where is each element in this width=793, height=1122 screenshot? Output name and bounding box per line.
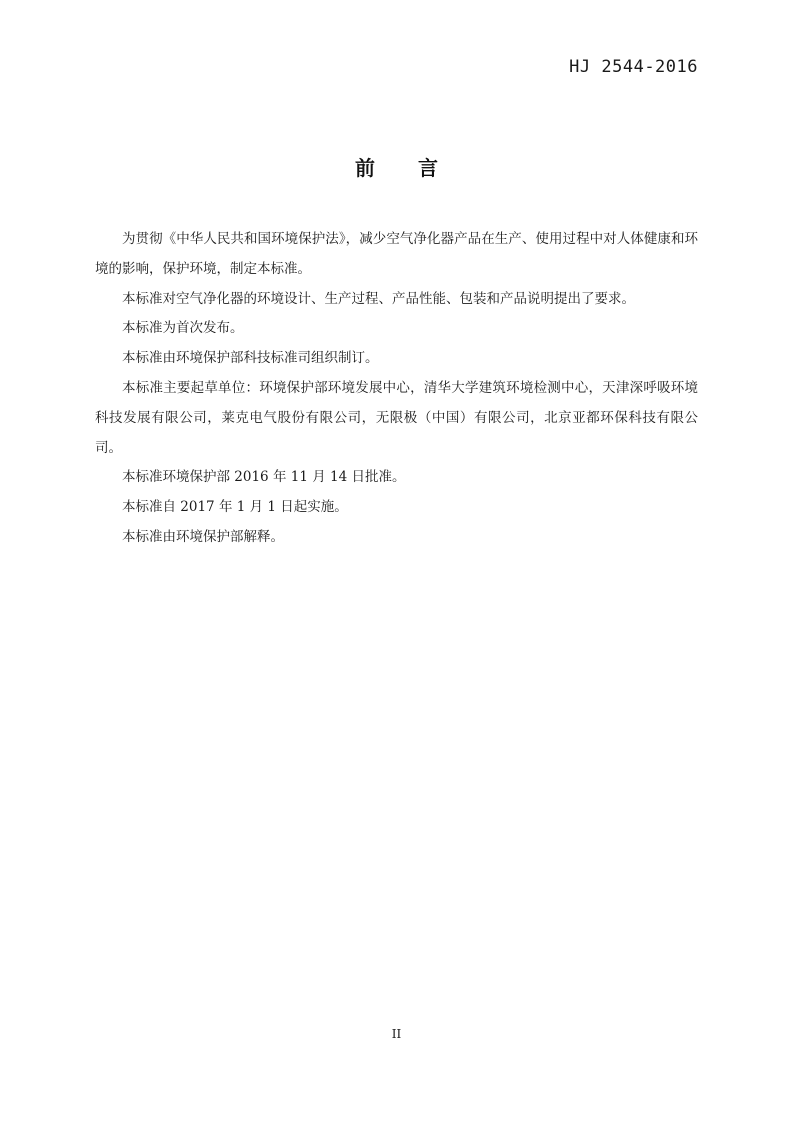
paragraph-effective-date: 本标准自 2017 年 1 月 1 日起实施。 xyxy=(122,499,348,516)
page-number: II xyxy=(391,1027,402,1041)
paragraph-purpose: 为贯彻《中华人民共和国环境保护法》，减少空气净化器产品在生产、使用过程中对人体健康和环境的影响，保护环境，制定本标准。 xyxy=(95,231,698,277)
paragraph-scope: 本标准对空气净化器的环境设计、生产过程、产品性能、包装和产品说明提出了要求。 xyxy=(122,290,635,307)
document-body xyxy=(95,225,698,553)
standard-code: HJ 2544-2016 xyxy=(569,57,698,77)
paragraph-interpretation: 本标准由环境保护部解释。 xyxy=(122,528,284,545)
page-title: 前 言 xyxy=(355,156,456,180)
paragraph-drafting-units: 本标准主要起草单位：环境保护部环境发展中心，清华大学建筑环境检测中心，天津深呼吸环境科技发展有限公司，莱克电气股份有限公司，无限极（中国）有限公司，北京亚都环保科技有限公司。 xyxy=(95,379,698,456)
paragraph-organizer: 本标准由环境保护部科技标准司组织制订。 xyxy=(122,350,379,367)
paragraph-first-release: 本标准为首次发布。 xyxy=(122,320,244,337)
paragraph-approval-date: 本标准环境保护部 2016 年 11 月 14 日批准。 xyxy=(122,469,406,486)
